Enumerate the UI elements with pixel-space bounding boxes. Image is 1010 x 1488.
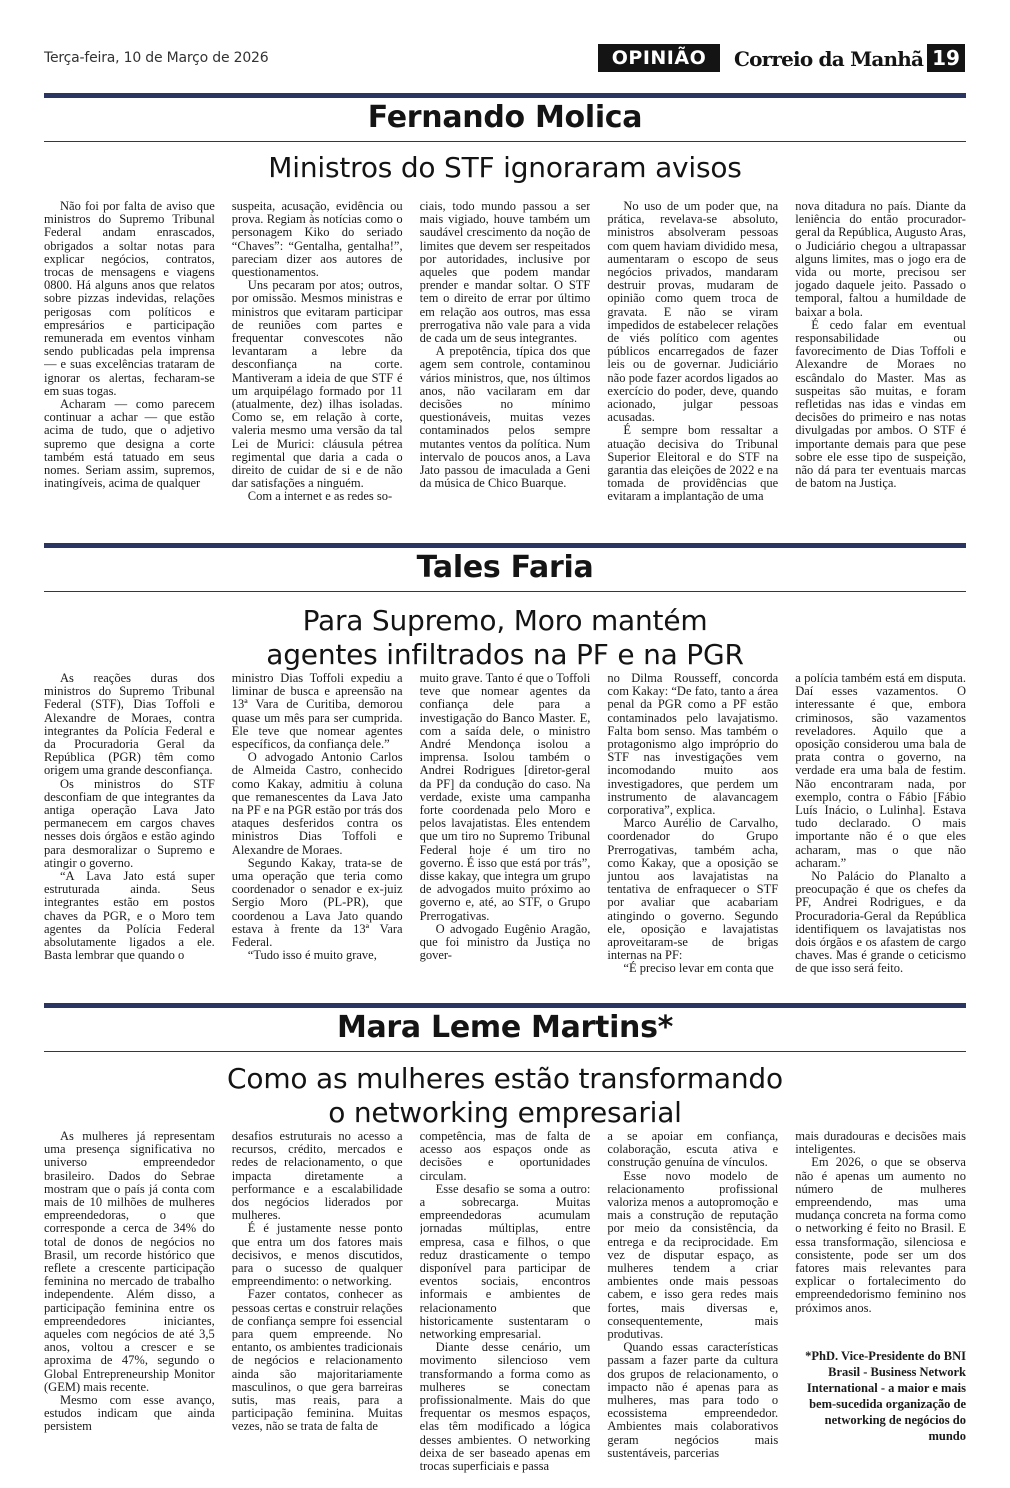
paragraph: Esse desafio se soma a outro: a sobrecarga. Muitas empreendedoras acumulam jornadas múltiplas, entre empresa, casa e filhos, o que reduz drasticamente o tempo disponível para participar de eventos sociais, encontros informais e ambientes de relacionamento que historicamente sustentaram o networking empresarial. [419,1181,591,1342]
paragraph: Os ministros do STF desconfiam de que integrantes da antiga operação Lava Jato permanecem em cargos chaves nesses dois órgãos e estão agindo para desmoralizar o Supremo e atingir o governo. [44,776,215,870]
paragraph: Quando essas características passam a fazer parte da cultura dos grupos de relacionamento, o impacto não é apenas para as mulheres, mas para todo o ecossistema empreendedor. Ambientes mais colaborativos geram negócios mais sustentáveis, parcerias [607,1340,779,1460]
text-column [795,672,966,980]
text-column [44,672,215,980]
section-rule [44,93,966,98]
edition-date: Terça-feira, 10 de Março de 2026 [44,50,269,66]
paragraph: “A Lava Jato está super estruturada ainda. Seus integrantes estão em postos chaves da PGR, e o Moro tem agentes da Polícia Federal absolutamente ligados a ele. Basta lembrar que quando o [44,869,215,963]
article-columns [44,200,966,520]
paragraph: nova ditadura no país. Diante da leniência do então procurador-geral da República, Augusto Aras, o Judiciário chegou a ultrapassar alguns limites, mas o jogo era de vida ou morte, precisou ser jogado daquele jeito. Passado o temporal, faltou a humildade de baixar a bola. [795,200,966,319]
text-column [232,672,403,980]
paragraph: competência, mas de falta de acesso aos espaços onde as decisões e oportunidades circulam. [419,1130,591,1183]
columnist-name: Fernando Molica [367,100,643,135]
text-column [44,200,215,520]
text-column [607,200,778,520]
paragraph: A prepotência, típica dos que agem sem controle, contaminou vários ministros, que, nos últimos anos, não vacilaram em dar decisões no mínimo questionáveis, muitas vezes contaminados pelos sempre mutantes ventos da política. Num intervalo de poucos anos, a Lava Jato passou de imaculada a Geni da música de Chico Buarque. [419,344,591,491]
paragraph: Fazer contatos, conhecer as pessoas certas e construir relações de confiança sempre foi essencial para quem empreende. No entanto, os ambientes tradicionais de negócios e relacionamento ainda são majoritariamente masculinos, o que gera barreiras sutis, mas reais, para a participação feminina. Muitas vezes, não se trata de falta de [231,1287,403,1434]
headline-line: o networking empresarial [328,1096,682,1129]
paragraph: a polícia também está em disputa. Daí esses vazamentos. O interessante é que, embora criminosos, são vazamentos reveladores. Aquilo que a oposição considerou uma bala de prata contra o governo, na verdade era uma bala de festim. Não encontraram nada, por exemplo, contra o Fábio [Fábio Luís Inácio, o Lulinha]. Estava tudo declarado. O mais importante não é o que eles acharam, mas o que não acharam.” [795,672,966,870]
page-header [0,0,1010,80]
paragraph: suspeita, acusação, evidência ou prova. Regiam às notícias como o personagem Kiko do seriado “Chaves”: “Gentalha, gentalha!”, pareciam dizer aos autores de questionamentos. [231,200,403,280]
article-headline [44,1062,966,1130]
paragraph: a se apoiar em confiança, colaboração, escuta ativa e construção genuína de vínculos. [607,1130,779,1170]
paragraph: Marco Aurélio de Carvalho, coordenador do Grupo Prerrogativas, também acha, como Kakay, que a oposição se juntou aos lavajatistas na tentativa de enfraquecer o STF por avaliar que acabariam atingindo o governo. Segundo ele, oposição e lavajatistas aproveitaram-se de brigas internas na PF: [607,816,779,963]
paragraph: No uso de um poder que, na prática, revelava-se absoluto, ministros absolveram pessoas com quem haviam dividido mesa, aumentaram o escopo de seus negócios privados, mandaram destruir provas, mudaram de opinião como quem troca de gravata. E não se viram impedidos de estabelecer relações de viés político com agentes públicos encarregados de fazer leis ou de governar. Judiciário não pode fazer acordos ligados ao exercício do poder, deve, quando acionado, julgar pessoas acusadas. [607,200,779,425]
paragraph: Acharam — como parecem continuar a achar — que estão acima de tudo, que o adjetivo supremo que designa a corte também está tatuado em seus nomes. Seriam assim, supremos, inatingíveis, acima de qualquer [44,397,215,491]
paragraph: “Tudo isso é muito grave, [247,948,377,963]
paragraph: Esse novo modelo de relacionamento profissional valoriza menos a autopromoção e mais a construção de reputação por meio da consistência, da entrega e da reciprocidade. Em vez de disputar espaço, as mulheres tendem a criar ambientes onde mais pessoas cabem, e isso gera redes mais fortes, mais diversas e, consequentemente, mais produtivas. [607,1168,779,1342]
paragraph: Segundo Kakay, trata-se de uma operação que teria como coordenador o senador e ex-juiz Sergio Moro (PL-PR), que coordenou a Lava Jato quando estava à frente da 13ª Vara Federal. [231,855,403,950]
paragraph: “É preciso levar em conta que [623,961,774,976]
paragraph: As reações duras dos ministros do Supremo Tribunal Federal (STF), Dias Toffoli e Alexandre de Moraes, contra integrantes da Polícia Federal e da Procuradoria Geral da República (PGR) têm como origem uma grande desconfiança. [44,672,215,778]
article-columns [44,672,966,980]
columnist-name: Mara Leme Martins* [336,1010,674,1045]
paragraph: ciais, todo mundo passou a ser mais vigiado, houve também um saudável crescimento da noção de limites que devem ser respeitados por autoridades, inclusive por aqueles que podem mandar prender e mandar soltar. O STF tem o direito de errar por último em relação aos outros, mas essa prerrogativa não vale para a vida de cada um de seus integrantes. [419,200,591,346]
section-rule [44,543,966,548]
text-column [420,200,591,520]
article-headline [44,604,966,672]
divider [44,1051,966,1052]
text-column [607,1130,778,1480]
article-faria [44,543,966,983]
paragraph: É sempre bom ressaltar a atuação decisiva do Tribunal Superior Eleitoral e do STF na garantia das eleições de 2022 e na tomada de providências que evitaram a implantação de uma [607,423,779,504]
text-column [607,672,778,980]
headline-line: Para Supremo, Moro mantém [302,604,708,637]
text-column [44,1130,215,1480]
text-column [232,1130,403,1480]
text-column [420,672,591,980]
paragraph: ministro Dias Toffoli expediu a liminar de busca e apreensão na 13ª Vara de Curitiba, demorou quase um mês para ser cumprida. Ele teve que nomear agentes específicos, da confiança dele.” [231,672,403,752]
paragraph: O advogado Eugênio Aragão, que foi ministro da Justiça no gover- [419,921,591,963]
paragraph: desafios estruturais no acesso a recursos, crédito, mercados e redes de relacionamento, o que impacta diretamente a performance e a escalabilidade dos negócios liderados por mulheres. [231,1130,403,1223]
paragraph: No Palácio do Planalto a preocupação é que os chefes da PF, Andrei Rodrigues, e da Procuradoria-Geral da República identifiquem os lavajatistas nos dois órgãos e os afastem de cargo chaves. Mas é grande o ceticismo de que isso será feito. [795,869,966,976]
paragraph: no Dilma Rousseff, concorda com Kakay: “De fato, tanto a área penal da PGR como a PF estão contaminados pelo lavajatismo. Falta bom senso. Mas também o protagonismo algo impróprio do STF nas investigações vem incomodando muito aos investigadores, que perdem um instrumento de alavancagem corporativa”, explica. [607,672,779,818]
text-column [420,1130,591,1480]
paragraph: Não foi por falta de aviso que ministros do Supremo Tribunal Federal andam enrascados, obrigados a soltar notas para explicar negócios, contratos, trocas de mensagens e viagens 0800. Há alguns anos que relatos sobre pizzas indevidas, relações perigosas com políticos e empresários e participação remunerada em eventos vinham sendo publicadas pela imprensa — e suas excelências trataram de ignorar os alertas, fecharam-se em suas togas. [44,200,215,398]
author-bio: *PhD. Vice-Presidente do BNI Brasil - Business Network International - a maior e mais bem-sucedida organização de networking de negócios do mundo [805,1349,966,1443]
section-badge: OPINIÃO [598,44,720,72]
paragraph: As mulheres já representam uma presença significativa no universo empreendedor brasileiro. Dados do Sebrae mostram que o país já conta com mais de 10 milhões de mulheres empreendedoras, o que corresponde a cerca de 34% do total de donos de negócios no Brasil, um recorde histórico que reflete a crescente participação feminina no mercado de trabalho independente. Além disso, a participação feminina entre os empreendedores iniciantes, aqueles com negócios de até 3,5 anos, voltou a crescer e se aproxima de 47%, segundo o Global Entrepreneurship Monitor (GEM) mais recente. [44,1130,215,1394]
text-column [232,200,403,520]
divider [44,591,966,592]
paragraph: Com a internet e as redes so- [247,489,393,504]
headline-line: agentes infiltrados na PF e na PGR [266,638,744,671]
columnist-name: Tales Faria [416,550,594,585]
divider [44,141,966,142]
paragraph: Diante desse cenário, um movimento silencioso vem transformando a forma como as mulheres se conectam profissionalmente. Mais do que frequentar os mesmos espaços, elas têm modificado a lógica desses ambientes. O networking deixa de ser baseado apenas em trocas superficiais e passa [419,1340,591,1474]
paragraph: Mesmo com esse avanço, estudos indicam que ainda persistem [44,1393,215,1434]
article-molica [44,93,966,523]
page-number: 19 [927,44,965,72]
paragraph: mais duradouras e decisões mais inteligentes. [795,1130,966,1157]
headline-line: Como as mulheres estão transformando [227,1062,783,1095]
text-column [795,200,966,520]
paragraph: É cedo falar em eventual responsabilidade ou favorecimento de Dias Toffoli e Alexandre de Moraes no escândalo do Master. Mas as suspeitas são muitas, e foram refletidas nas idas e vindas em decisões do primeiro e nas notas divulgadas por ambos. O STF é importante demais para que pese sobre ele esse tipo de suspeição, não dá para ter eventuais marcas de batom na Justiça. [795,317,966,491]
paragraph: O advogado Antonio Carlos de Almeida Castro, conhecido como Kakay, admitiu à coluna que remanescentes da Lava Jato na PF e na PGR estão por trás dos ataques desferidos contra os ministros Dias Toffoli e Alexandre de Moraes. [231,750,403,857]
newspaper-masthead: Correio da Manhã [734,47,924,71]
paragraph: muito grave. Tanto é que o Toffoli teve que nomear agentes da confiança dele para a investigação do Banco Master. E, com a saída dele, o ministro André Mendonça isolou a imprensa. Isolou também o Andrei Rodrigues [diretor-geral da PF] da condução do caso. Na verdade, existe uma campanha forte coordenada pelo Moro e pelos lavajatistas. Eles entendem que um tiro no Supremo Tribunal Federal hoje é um tiro no governo. É isso que está por trás”, disse kakay, que integra um grupo de advogados muito próximo ao governo e, até, ao STF, o Grupo Prerrogativas. [419,672,591,923]
section-rule [44,1003,966,1008]
paragraph: Uns pecaram por atos; outros, por omissão. Mesmos ministras e ministros que evitaram participar de reuniões com partes e frequentar convescotes não levantaram a lebre da desconfiança na corte. Mantiveram a ideia de que STF é um arquipélago formado por 11 (atualmente, dez) ilhas isoladas. Como se, em relação à corte, valeria mesmo uma versão da tal Lei de Murici: cláusula pétrea regimental que daria a cada o direito de cuidar de si e de não dar satisfações a ninguém. [231,278,403,491]
headline-line: Ministros do STF ignoraram avisos [268,151,742,184]
article-headline [44,151,966,185]
paragraph: Em 2026, o que se observa não é apenas um aumento no número de mulheres empreendendo, mas uma mudança concreta na forma como o networking é feito no Brasil. E essa transformação, silenciosa e consistente, pode ser um dos fatores mais relevantes para explicar o fortalecimento do empreendedorismo feminino nos próximos anos. [795,1155,966,1315]
paragraph: É é justamente nesse ponto que entra um dos fatores mais decisivos, e menos discutidos, para o sucesso de qualquer empreendimento: o networking. [231,1221,403,1289]
